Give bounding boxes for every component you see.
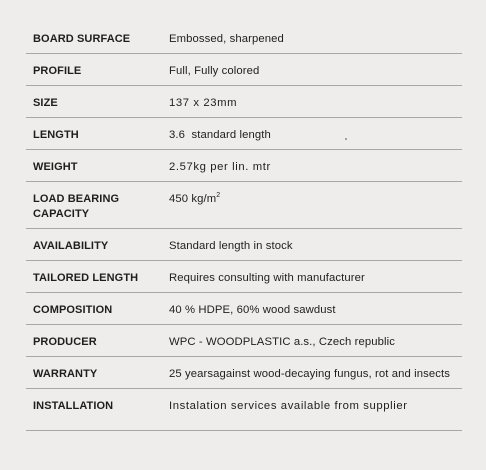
spec-table <box>26 22 462 431</box>
spec-label: BOARD SURFACE <box>33 33 131 45</box>
spec-value-text: 450 kg/m <box>169 193 217 205</box>
spec-label: WEIGHT <box>33 161 78 173</box>
spec-value: 3.6 standard length <box>169 129 271 141</box>
spec-label: SIZE <box>33 97 58 109</box>
spec-value: 137 x 23mm <box>169 97 238 109</box>
spec-label: WARRANTY <box>33 368 98 380</box>
spec-value: Embossed, sharpened <box>169 33 284 45</box>
spec-value: Full, Fully colored <box>169 65 260 77</box>
spec-value: Standard length in stock <box>169 240 293 252</box>
spec-value: Requires consulting with manufacturer <box>169 272 365 284</box>
spec-label: INSTALLATION <box>33 400 114 412</box>
spec-row-size <box>26 86 462 118</box>
spec-label: COMPOSITION <box>33 304 113 316</box>
spec-label: TAILORED LENGTH <box>33 272 139 284</box>
spec-label: LENGTH <box>33 129 79 141</box>
spec-label: PRODUCER <box>33 336 97 348</box>
spec-value-superscript: 2 <box>216 192 221 199</box>
spec-row-profile <box>26 54 462 86</box>
spec-row-composition <box>26 293 462 325</box>
spec-row-producer <box>26 325 462 357</box>
spec-row-availability <box>26 229 462 261</box>
stray-dot <box>345 138 347 140</box>
spec-label: AVAILABILITY <box>33 240 109 252</box>
spec-row-installation <box>26 389 462 431</box>
spec-value: 40 % HDPE, 60% wood sawdust <box>169 304 336 316</box>
spec-label: LOAD BEARING CAPACITY <box>33 193 120 220</box>
spec-row-board-surface <box>26 22 462 54</box>
spec-value: 2.57kg per lin. mtr <box>169 161 271 173</box>
spec-value: WPC - WOODPLASTIC a.s., Czech republic <box>169 336 396 348</box>
spec-row-weight <box>26 150 462 182</box>
spec-value: 25 yearsagainst wood-decaying fungus, rot and insects <box>169 368 450 380</box>
spec-row-tailored-length <box>26 261 462 293</box>
spec-row-warranty <box>26 357 462 389</box>
spec-row-load-bearing-capacity <box>26 182 462 229</box>
spec-value <box>169 192 462 207</box>
spec-value: Instalation services available from supplier <box>169 400 408 412</box>
spec-row-length <box>26 118 462 150</box>
spec-label: PROFILE <box>33 65 82 77</box>
